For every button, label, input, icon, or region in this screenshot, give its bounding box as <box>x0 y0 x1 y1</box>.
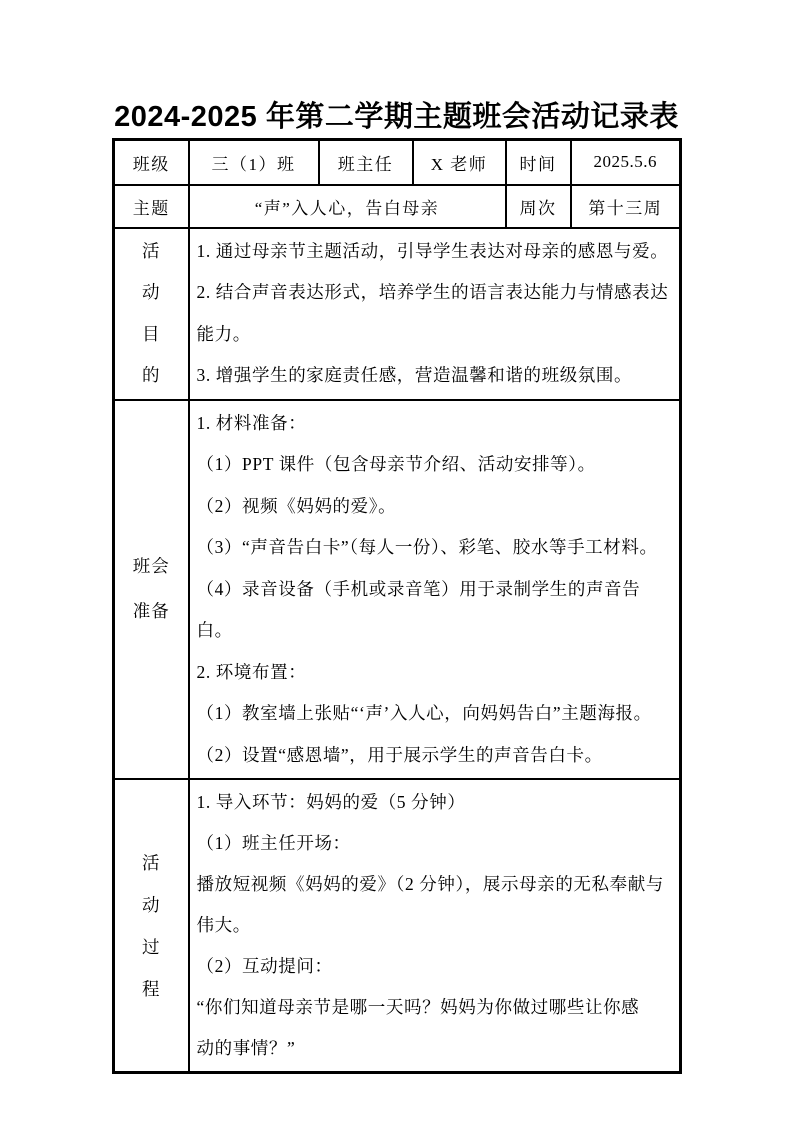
table-row-header2 <box>114 185 681 228</box>
process-label-char: 动 <box>142 894 161 915</box>
preparation-label-cell <box>114 400 189 780</box>
head-teacher-label: 班主任 <box>319 140 413 185</box>
text-line: 2. 结合声音表达形式，培养学生的语言表达能力与情感表达 <box>196 282 669 302</box>
text-line: 动的事情？” <box>196 1038 296 1058</box>
text-line: 3. 增强学生的家庭责任感，营造温馨和谐的班级氛围。 <box>196 365 633 385</box>
process-label-char: 过 <box>142 936 161 957</box>
text-line: 1. 导入环节：妈妈的爱（5 分钟） <box>196 792 466 812</box>
week-value: 第十三周 <box>571 185 681 228</box>
text-line: （2）互动提问： <box>196 956 333 976</box>
table-row-header1 <box>114 140 681 185</box>
head-teacher-value: X 老师 <box>413 140 506 185</box>
page-title: 2024-2025 年第二学期主题班会活动记录表 <box>114 101 679 133</box>
text-line: 1. 通过母亲节主题活动，引导学生表达对母亲的感恩与爱。 <box>196 240 669 261</box>
topic-label: 主题 <box>114 185 189 228</box>
text-line: 伟大。 <box>196 915 251 935</box>
table-row-goals <box>114 228 681 400</box>
goals-content-cell <box>189 228 681 400</box>
goals-label-char: 动 <box>142 282 161 302</box>
record-table <box>112 138 682 1074</box>
class-label: 班级 <box>114 140 189 185</box>
preparation-label-line: 班会 <box>132 556 170 577</box>
process-content-cell <box>189 779 681 1073</box>
time-label: 时间 <box>506 140 571 185</box>
week-label: 周次 <box>506 185 571 228</box>
topic-value: “声”入人心，告白母亲 <box>189 185 506 228</box>
preparation-label-line: 准备 <box>132 601 170 622</box>
text-line: 1. 材料准备： <box>196 412 307 433</box>
text-line: 播放短视频《妈妈的爱》（2 分钟），展示母亲的无私奉献与 <box>196 874 664 894</box>
table-row-process <box>114 779 681 1073</box>
text-line: （4）录音设备（手机或录音笔）用于录制学生的声音告白。 <box>196 578 641 640</box>
goals-label-char: 的 <box>142 365 161 385</box>
class-value: 三（1）班 <box>189 140 319 185</box>
process-label-char: 活 <box>142 852 161 873</box>
goals-label-char: 目 <box>142 323 161 344</box>
text-line: “你们知道母亲节是哪一天吗？妈妈为你做过哪些让你感 <box>196 997 640 1017</box>
text-line: （1）班主任开场： <box>196 833 351 853</box>
text-line: （2）视频《妈妈的爱》。 <box>196 495 397 516</box>
text-line: （1）教室墙上张贴“‘声’入人心，向妈妈告白”主题海报。 <box>196 703 652 723</box>
goals-label-char: 活 <box>142 240 161 261</box>
time-value: 2025.5.6 <box>571 140 681 185</box>
text-line: 能力。 <box>196 323 251 344</box>
text-line: （2）设置“感恩墙”，用于展示学生的声音告白卡。 <box>196 744 603 765</box>
process-label-cell <box>114 779 189 1073</box>
text-line: （3）“声音告白卡”（每人一份）、彩笔、胶水等手工材料。 <box>196 537 658 557</box>
text-line: （1）PPT 课件（包含母亲节介绍、活动安排等）。 <box>196 454 596 474</box>
process-label-char: 程 <box>142 978 161 999</box>
table-row-preparation <box>114 400 681 780</box>
goals-label-cell <box>114 228 189 400</box>
preparation-content-cell <box>189 400 681 780</box>
text-line: 2. 环境布置： <box>196 661 307 682</box>
